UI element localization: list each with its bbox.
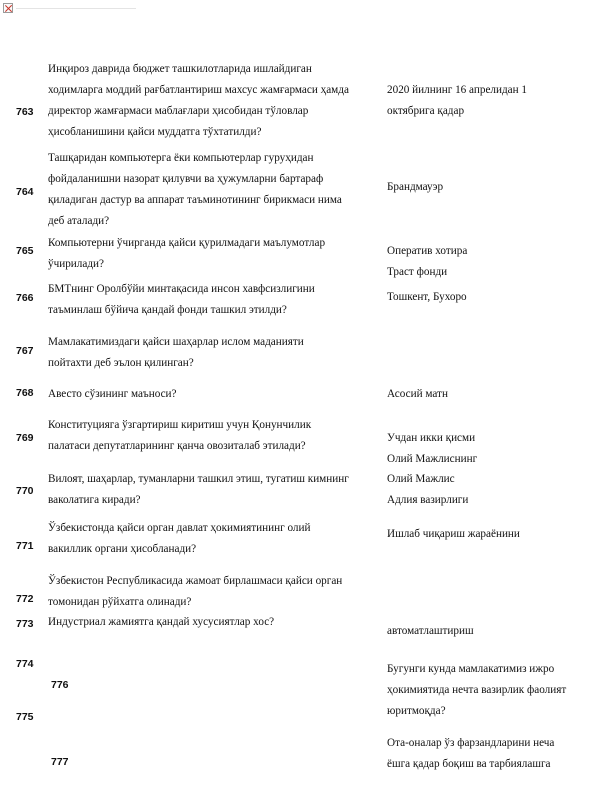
answer-769: Учдан икки қисми Олий Мажлиснинг <box>387 432 478 465</box>
question-773: Индустриал жамиятга қандай хусусиятлар хос? <box>48 616 275 628</box>
answer-766: Тошкент, Бухоро <box>387 291 467 303</box>
answer-764: Брандмауэр <box>387 181 444 193</box>
answer-775: Ота-оналар ўз фарзандларини неча ёшга қадар боқиш ва тарбиялашга <box>387 737 555 770</box>
answer-771: Ишлаб чиқариш жараёнини <box>387 528 520 540</box>
question-771: Ўзбекистонда қайси орган давлат ҳокимиятининг олий вакиллик органи ҳисобланади? <box>48 522 311 555</box>
question-769: Конституцияга ўзгартириш киритиш учун Қонунчилик палатаси депутатларининг қанча овозиталаб этилади? <box>48 419 312 452</box>
row-number-763: 763 <box>16 106 34 118</box>
question-767: Мамлакатимиздаги қайси шаҳарлар ислом маданияти пойтахти деб эълон қилинган? <box>48 336 304 369</box>
question-772: Ўзбекистон Республикасида жамоат бирлашмаси қайси орган томонидан рўйхатга олинади? <box>48 575 343 608</box>
row-number-777: 777 <box>51 756 69 768</box>
row-number-775: 775 <box>16 711 34 723</box>
row-number-774: 774 <box>16 658 34 670</box>
answer-770: Олий Мажлис Адлия вазирлиги <box>387 473 469 506</box>
divider <box>16 8 136 9</box>
row-number-768: 768 <box>16 387 34 399</box>
row-number-769: 769 <box>16 432 34 444</box>
row-number-770: 770 <box>16 485 34 497</box>
question-765: Компьютерни ўчирганда қайси қурилмадаги маълумотлар ўчирилади? <box>48 237 326 270</box>
question-763: Инқироз даврида бюджет ташкилотларида ишлайдиган ходимларга моддий рағбатлантириш махсус жамғармаси ҳамда директор жамғармаси маблағлари ҳисобидан тўловлар ҳисобланишини қайси муддатга тўхтатилди? <box>48 63 349 138</box>
answer-768: Асосий матн <box>387 388 448 400</box>
question-766: БМТнинг Оролбўйи минтақасида инсон хавфсизлигини таъминлаш бўйича қандай фонди ташкил этилди? <box>48 283 315 316</box>
row-number-766: 766 <box>16 292 34 304</box>
row-number-772: 772 <box>16 593 34 605</box>
answer-773: автоматлаштириш <box>387 625 474 637</box>
row-number-773: 773 <box>16 618 34 630</box>
question-770: Вилоят, шаҳарлар, туманларни ташкил этиш, тугатиш кимнинг ваколатига киради? <box>48 473 349 506</box>
answer-765: Оператив хотира Траст фонди <box>387 245 468 278</box>
row-number-771: 771 <box>16 540 34 552</box>
row-number-767: 767 <box>16 345 34 357</box>
row-number-776: 776 <box>51 679 69 691</box>
question-764: Ташқаридан компьютерга ёки компьютерлар гуруҳидан фойдаланишни назорат қилувчи ва ҳужумларни бартараф қиладиган дастур ва аппарат таъминотининг бирикмаси нима деб аталади? <box>48 152 342 227</box>
row-number-764: 764 <box>16 186 34 198</box>
row-number-765: 765 <box>16 245 34 257</box>
broken-image-icon <box>3 3 13 13</box>
question-768: Авесто сўзининг маъноси? <box>48 388 177 400</box>
answer-774: Бугунги кунда мамлакатимиз ижро ҳокимиятида нечта вазирлик фаолият юритмоқда? <box>387 663 567 717</box>
answer-763: 2020 йилнинг 16 апрелидан 1 октябрига қадар <box>387 84 528 117</box>
